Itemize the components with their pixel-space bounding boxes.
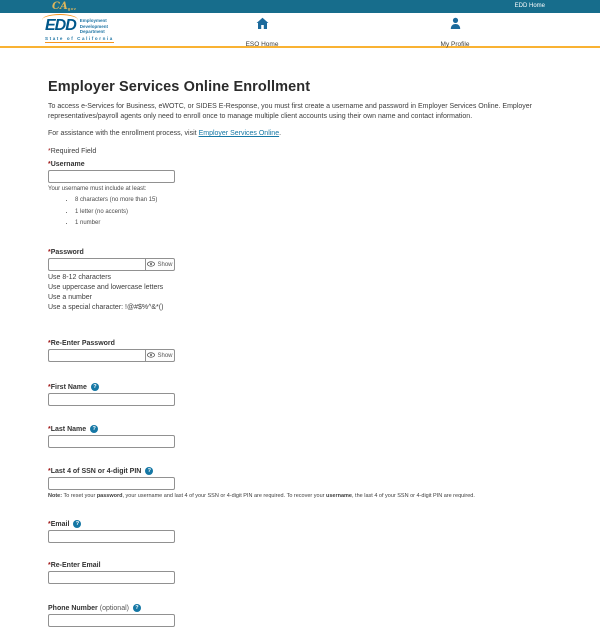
ca-gov-logo-text: CA (52, 1, 68, 12)
intro-paragraph: To access e-Services for Business, eWOTC, or SIDES E-Response, you must first create a username and password in Employer Services Online. Employer representatives/payroll agents only need to enroll once to manage multiple client accounts using their own name and contact information. (48, 103, 532, 120)
person-icon (420, 17, 490, 30)
username-rule: • 1 letter (no accents) (75, 209, 552, 215)
employer-services-online-link[interactable]: Employer Services Online (198, 130, 280, 137)
phone-input[interactable] (48, 614, 175, 627)
reenter-email-label: * Re-Enter Email (48, 562, 101, 569)
username-rules-intro: Your username must include at least: (48, 186, 147, 192)
first-name-label: * First Name ? (48, 383, 552, 391)
edd-logo-acronym: EDD (45, 17, 76, 34)
ssn-pin-input[interactable] (48, 477, 175, 490)
main-content (0, 48, 600, 627)
password-rule: Use uppercase and lowercase letters (48, 284, 164, 291)
email-help-icon[interactable]: ? (73, 520, 81, 528)
last-name-help-icon[interactable]: ? (90, 425, 98, 433)
password-rule: Use a special character: !@#$%^&*() (48, 304, 164, 311)
password-input[interactable] (48, 258, 145, 271)
nav-my-profile[interactable] (420, 17, 490, 51)
edd-logo-swoosh (42, 14, 78, 26)
first-name-input[interactable] (48, 393, 175, 406)
reenter-email-field-group (48, 562, 552, 584)
nav-eso-home-label: ESO Home (245, 41, 279, 48)
username-label: * Username (48, 161, 85, 168)
phone-help-icon[interactable]: ? (133, 604, 141, 612)
ssn-pin-label: * Last 4 of SSN or 4-digit PIN ? (48, 467, 552, 475)
last-name-input[interactable] (48, 435, 175, 448)
page-title: Employer Services Online Enrollment (48, 79, 311, 95)
nav-eso-home[interactable] (227, 17, 297, 51)
reenter-password-show-button[interactable] (145, 349, 175, 362)
reenter-password-field-group (48, 340, 552, 362)
edd-logo-department-text: Employment Development Department (79, 18, 109, 34)
ca-gov-logo-sub: gov (67, 6, 77, 11)
password-label: * Password (48, 249, 84, 256)
reenter-email-input[interactable] (48, 571, 175, 584)
password-field-group (48, 249, 552, 313)
username-field-group (48, 161, 552, 226)
nav-my-profile-label: My Profile (440, 41, 470, 48)
ssn-pin-note: Note: To reset your password, your username and last 4 of your SSN or 4-digit PIN are required. To recover your username, the last 4 of your SSN or 4-digit PIN are required. (48, 493, 475, 499)
username-rules-list (48, 197, 552, 226)
ssn-pin-help-icon[interactable]: ? (145, 467, 153, 475)
edd-logo-state-line: State of California (45, 36, 114, 44)
eye-icon (147, 261, 155, 269)
password-rule: Use 8-12 characters (48, 274, 112, 281)
edd-logo[interactable] (45, 17, 114, 43)
last-name-field-group (48, 425, 552, 448)
username-rule: • 1 number (75, 220, 552, 226)
edd-home-link[interactable]: EDD Home (514, 3, 545, 9)
password-show-button[interactable] (145, 258, 175, 271)
reenter-password-input[interactable] (48, 349, 145, 362)
password-rules (48, 273, 552, 313)
assistance-line: For assistance with the enrollment process, visit Employer Services Online. (48, 130, 282, 137)
eye-icon (147, 352, 155, 360)
first-name-field-group (48, 383, 552, 406)
reenter-password-show-label: Show (157, 352, 173, 359)
topbar (0, 0, 600, 13)
email-input[interactable] (48, 530, 175, 543)
password-show-label: Show (157, 261, 173, 268)
required-asterisk: * (48, 148, 51, 155)
email-field-group (48, 520, 552, 543)
username-input[interactable] (48, 170, 175, 183)
first-name-help-icon[interactable]: ? (91, 383, 99, 391)
required-field-note: *Required Field (48, 148, 97, 155)
phone-field-group (48, 604, 552, 627)
username-rule: • 8 characters (no more than 15) (75, 197, 552, 203)
last-name-label: * Last Name ? (48, 425, 552, 433)
password-rule: Use a number (48, 294, 92, 301)
home-icon (227, 17, 297, 30)
site-header (0, 13, 600, 48)
email-label: * Email ? (48, 520, 552, 528)
phone-label: Phone Number (optional) ? (48, 604, 552, 612)
ssn-pin-field-group (48, 467, 552, 500)
reenter-password-label: * Re-Enter Password (48, 340, 115, 347)
